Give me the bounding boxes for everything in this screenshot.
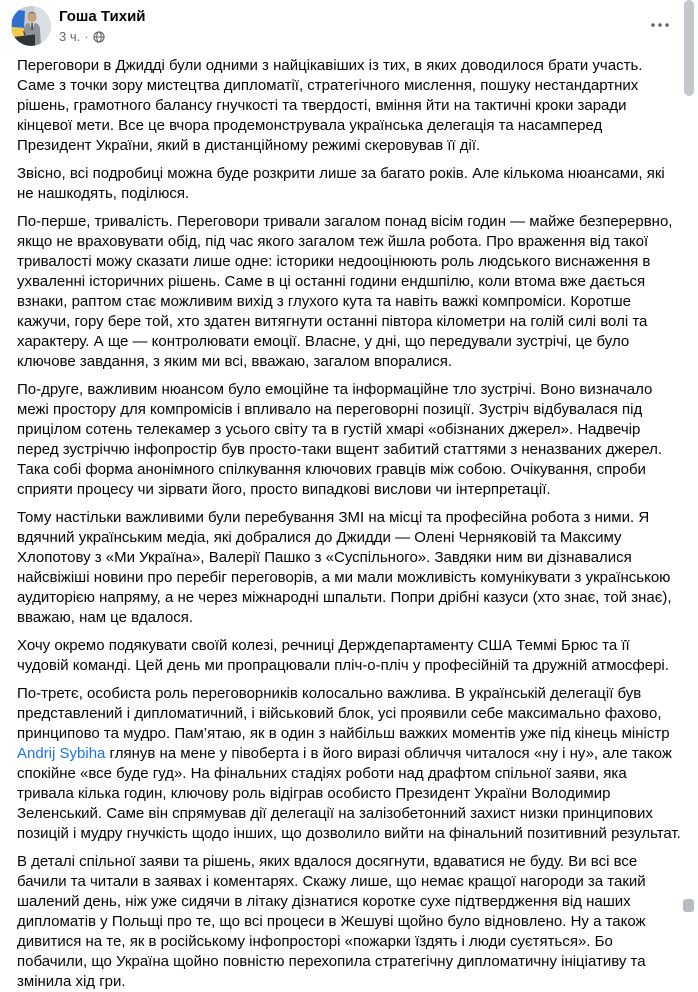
- post-paragraph-7: [17, 684, 681, 844]
- post-timestamp[interactable]: 3 ч.: [59, 29, 81, 44]
- post-subline: [59, 29, 644, 45]
- paragraph-7-text-before: По-третє, особиста роль переговорників колосально важлива. В українській делегації був представлений і дипломатичний, і військовий блок, усі проявили себе максимально фахово, принципово та мудро. Пам’ятаю, як в один з найбільш важких моментів уже під кінець міністр: [17, 685, 674, 742]
- globe-privacy-icon: [93, 31, 105, 43]
- paragraph-7-text-after: глянув на мене у півоберта і в його виразі обличчя читалося «ну і ну», але також спокійне «все буде гуд». На фінальних стадіях роботи над драфтом спільної заяви, яка тривала кілька годин, ключову роль відіграв особисто Президент України Володимир Зеленський. Саме він спрямував дії делегації на залізобетонний захист низки принципових позицій і мудру гнучкість щодо інших, що дозволило вийти на фінальний позитивний результат.: [17, 745, 681, 842]
- post-paragraph-5: Тому настільки важливими були перебування ЗМІ на місці та професійна робота з ними. Я вдячний українським медіа, які добралися до Джидди — Олені Черняковій та Максиму Хлопотову з «Ми Україна», Валерії Пашко з «Суспільного». Завдяки ним ви дізнавалися найсвіжіші новини про перебіг переговорів, а ми мали можливість комунікувати з українською аудиторією напряму, а не через міжнародні шпальти. Попри дрібні казуси (хто знає, той знає), вважаю, нам це вдалося.: [17, 509, 676, 626]
- post-paragraph-6: Хочу окремо подякувати своїй колезі, речниці Держдепартаменту США Теммі Брюс та її чудовій команді. Цей день ми пропрацювали пліч-о-пліч у професійній та дружній атмосфері.: [17, 637, 669, 674]
- post-paragraph-2: Звісно, всі подробиці можна буде розкрити лише за багато років. Але кількома нюансами, які не нашкодять, поділюся.: [17, 165, 669, 202]
- author-avatar[interactable]: [11, 6, 51, 46]
- ukraine-flag-blue: [12, 9, 25, 28]
- scrollbar-thumb[interactable]: [684, 0, 694, 96]
- author-name-link[interactable]: Гоша Тихий: [59, 8, 146, 25]
- post-paragraph-4: По-друге, важливим нюансом було емоційне та інформаційне тло зустрічі. Воно визначало межі простору для компромісів і впливало на переговорні позиції. Зустріч відбувалася під прицілом сотень телекамер з усього світу та в густій хмарі «обізнаних джерел». Надвечір перед зустріччю інфопростір був просто-таки вщент забитий статтями з неназваних джерел. Така собі форма анонімного спілкування ключових гравців між собою. Очікування, спроби сприяти процесу чи зірвати його, просто випадкові вислови чи інтерпретації.: [17, 381, 667, 498]
- scrollbar-marker[interactable]: [683, 899, 694, 912]
- author-meta: [59, 6, 644, 45]
- post-body: [0, 46, 698, 992]
- mention-link-andrij-sybiha[interactable]: Andrij Sybiha: [17, 745, 106, 762]
- avatar-photo: [11, 6, 51, 46]
- post-header: [0, 0, 698, 46]
- post-paragraph-3: По-перше, тривалість. Переговори тривали загалом понад вісім годин — майже безперервно, якщо не враховувати обід, під час якого загалом теж йшла робота. Про враження від такої тривалості можу сказати лише одне: історики недооцінюють роль людського виснаження в ухваленні історичних рішень. Саме в ці останні години ендшпілю, коли втома вже дається взнаки, раптом стає можливим вихід з глухого кута та навіть важкі компроміси. Коротше кажучи, гору бере той, хто здатен витягнути останні півтора кілометри на голій силі волі та характеру. А ще — контролювати емоції. Власне, у дні, що передували зустрічі, це було ключове завдання, з яким ми всі, вважаю, загалом впоралися.: [17, 213, 677, 370]
- more-options-button[interactable]: [644, 12, 676, 38]
- meta-separator: ·: [84, 29, 89, 44]
- post-paragraph-8: В деталі спільної заяви та рішень, яких вдалося досягнути, вдаватися не буду. Ви всі все бачили та читали в заявах і коментарях. Скажу лише, що немає кращої нагороди за такий шалений день, ніж уже сидячи в літаку дізнатися коротке сухе підтвердження від наших дипломатів у Польщі про те, що всі процеси в Жешуві щойно було відновлено. Ну а також дивитися на те, як в російському інфопросторі «пожарки їздять і люди суєтяться». Бо побачили, що Україна щойно повністю перехопила стратегічну дипломатичну ініціативу та змінила хід гри.: [17, 853, 650, 990]
- post-paragraph-1: Переговори в Джидді були одними з найцікавіших із тих, в яких доводилося брати участь. Саме з точки зору мистецтва дипломатії, стратегічного мислення, пошуку нестандартних рішень, грамотного балансу гнучкості та твердості, вміння йти на тактичні кроки заради кінцевої мети. Все це вчора продемонструвала українська делегація та насамперед Президент України, який в дистанційному режимі скеровував її дії.: [17, 57, 647, 154]
- ellipsis-icon: [650, 22, 670, 28]
